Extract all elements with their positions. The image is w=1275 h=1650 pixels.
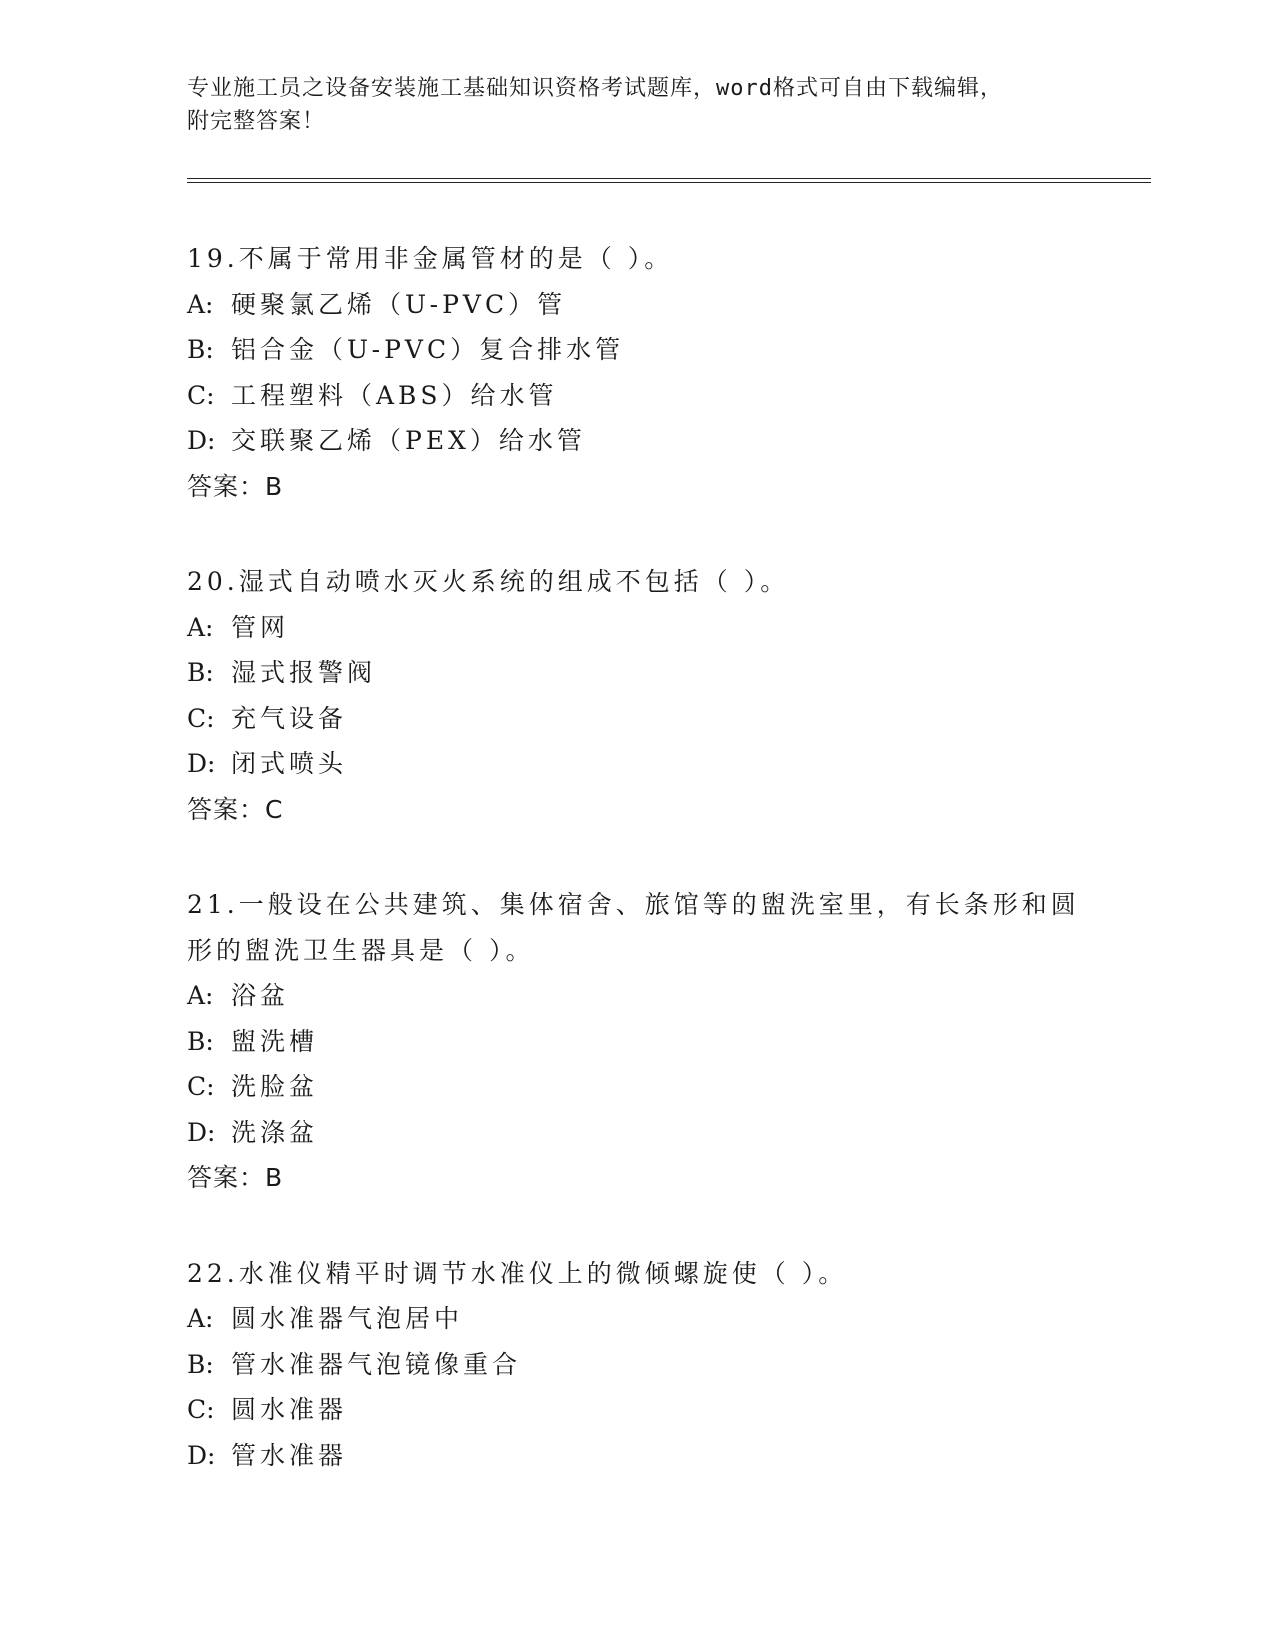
header-line-1: 专业施工员之设备安装施工基础知识资格考试题库，word格式可自由下载编辑，	[187, 76, 1003, 101]
option-key: D:	[187, 749, 216, 778]
option-key: A:	[187, 1304, 214, 1333]
question-text	[187, 1251, 1087, 1297]
option-b	[187, 327, 1087, 373]
question-stem: 湿式自动喷水灭火系统的组成不包括（ ）。	[238, 567, 790, 596]
question-number: 21.	[187, 890, 239, 919]
document-header	[187, 72, 1087, 138]
question-stem: 不属于常用非金属管材的是（ ）。	[238, 244, 674, 273]
option-c	[187, 696, 1087, 742]
option-key: C:	[187, 703, 215, 733]
option-key: C:	[187, 1072, 215, 1101]
option-text: 交联聚乙烯（PEX）给水管	[231, 426, 586, 455]
option-a	[187, 973, 1087, 1019]
option-text: 圆水准器	[231, 1395, 348, 1424]
answer-line: 答案：C	[187, 794, 284, 824]
option-text: 工程塑料（ABS）给水管	[231, 380, 558, 410]
option-text: 洗涤盆	[231, 1117, 319, 1147]
option-key: A:	[187, 289, 214, 319]
option-text: 管水准器气泡镜像重合	[231, 1349, 522, 1379]
question-number: 20.	[187, 567, 239, 596]
header-divider-top	[187, 178, 1151, 179]
option-key: D:	[187, 426, 216, 455]
option-a	[187, 605, 1087, 651]
question-stem: 水准仪精平时调节水准仪上的微倾螺旋使（ ）。	[238, 1258, 848, 1288]
option-text: 硬聚氯乙烯（U-PVC）管	[231, 289, 567, 319]
option-d	[187, 1433, 1087, 1479]
option-key: D:	[187, 1117, 216, 1147]
option-d	[187, 418, 1087, 464]
option-key: B:	[187, 1026, 214, 1056]
question-text	[187, 559, 1087, 605]
option-b	[187, 1342, 1087, 1388]
option-text: 湿式报警阀	[231, 658, 377, 687]
option-key: B:	[187, 1349, 214, 1379]
option-key: A:	[187, 612, 214, 642]
option-text: 圆水准器气泡居中	[231, 1304, 464, 1333]
option-key: D:	[187, 1440, 216, 1470]
question-stem: 一般设在公共建筑、集体宿舍、旅馆等的盥洗室里，有长条形和圆形的盥洗卫生器具是（ ）。	[187, 890, 1080, 965]
option-a	[187, 1296, 1087, 1342]
option-key: B:	[187, 658, 214, 687]
option-key: C:	[187, 1395, 215, 1424]
option-text: 洗脸盆	[231, 1072, 319, 1101]
option-key: C:	[187, 380, 215, 410]
header-divider-bottom	[187, 182, 1151, 183]
question-19	[187, 236, 1087, 509]
question-22	[187, 1251, 1087, 1479]
question-20	[187, 559, 1087, 832]
question-list	[187, 236, 1087, 1528]
option-text: 浴盆	[231, 981, 290, 1010]
option-b	[187, 650, 1087, 696]
option-text: 管水准器	[231, 1440, 348, 1470]
question-text	[187, 882, 1087, 973]
option-key: A:	[187, 981, 214, 1010]
answer-line: 答案：B	[187, 1163, 284, 1192]
option-text: 盥洗槽	[231, 1026, 319, 1056]
option-c	[187, 1064, 1087, 1110]
question-text	[187, 236, 1087, 282]
question-21	[187, 882, 1087, 1201]
option-text: 闭式喷头	[231, 749, 348, 778]
question-number: 22.	[187, 1258, 239, 1288]
answer-line: 答案：B	[187, 471, 284, 501]
option-a	[187, 282, 1087, 328]
option-key: B:	[187, 335, 214, 364]
option-c	[187, 1387, 1087, 1433]
option-text: 管网	[231, 612, 290, 642]
question-number: 19.	[187, 244, 239, 273]
option-b	[187, 1019, 1087, 1065]
option-text: 充气设备	[231, 703, 348, 733]
header-line-2: 附完整答案！	[187, 109, 326, 134]
option-text: 铝合金（U-PVC）复合排水管	[231, 335, 625, 364]
option-d	[187, 741, 1087, 787]
option-d	[187, 1110, 1087, 1156]
option-c	[187, 373, 1087, 419]
